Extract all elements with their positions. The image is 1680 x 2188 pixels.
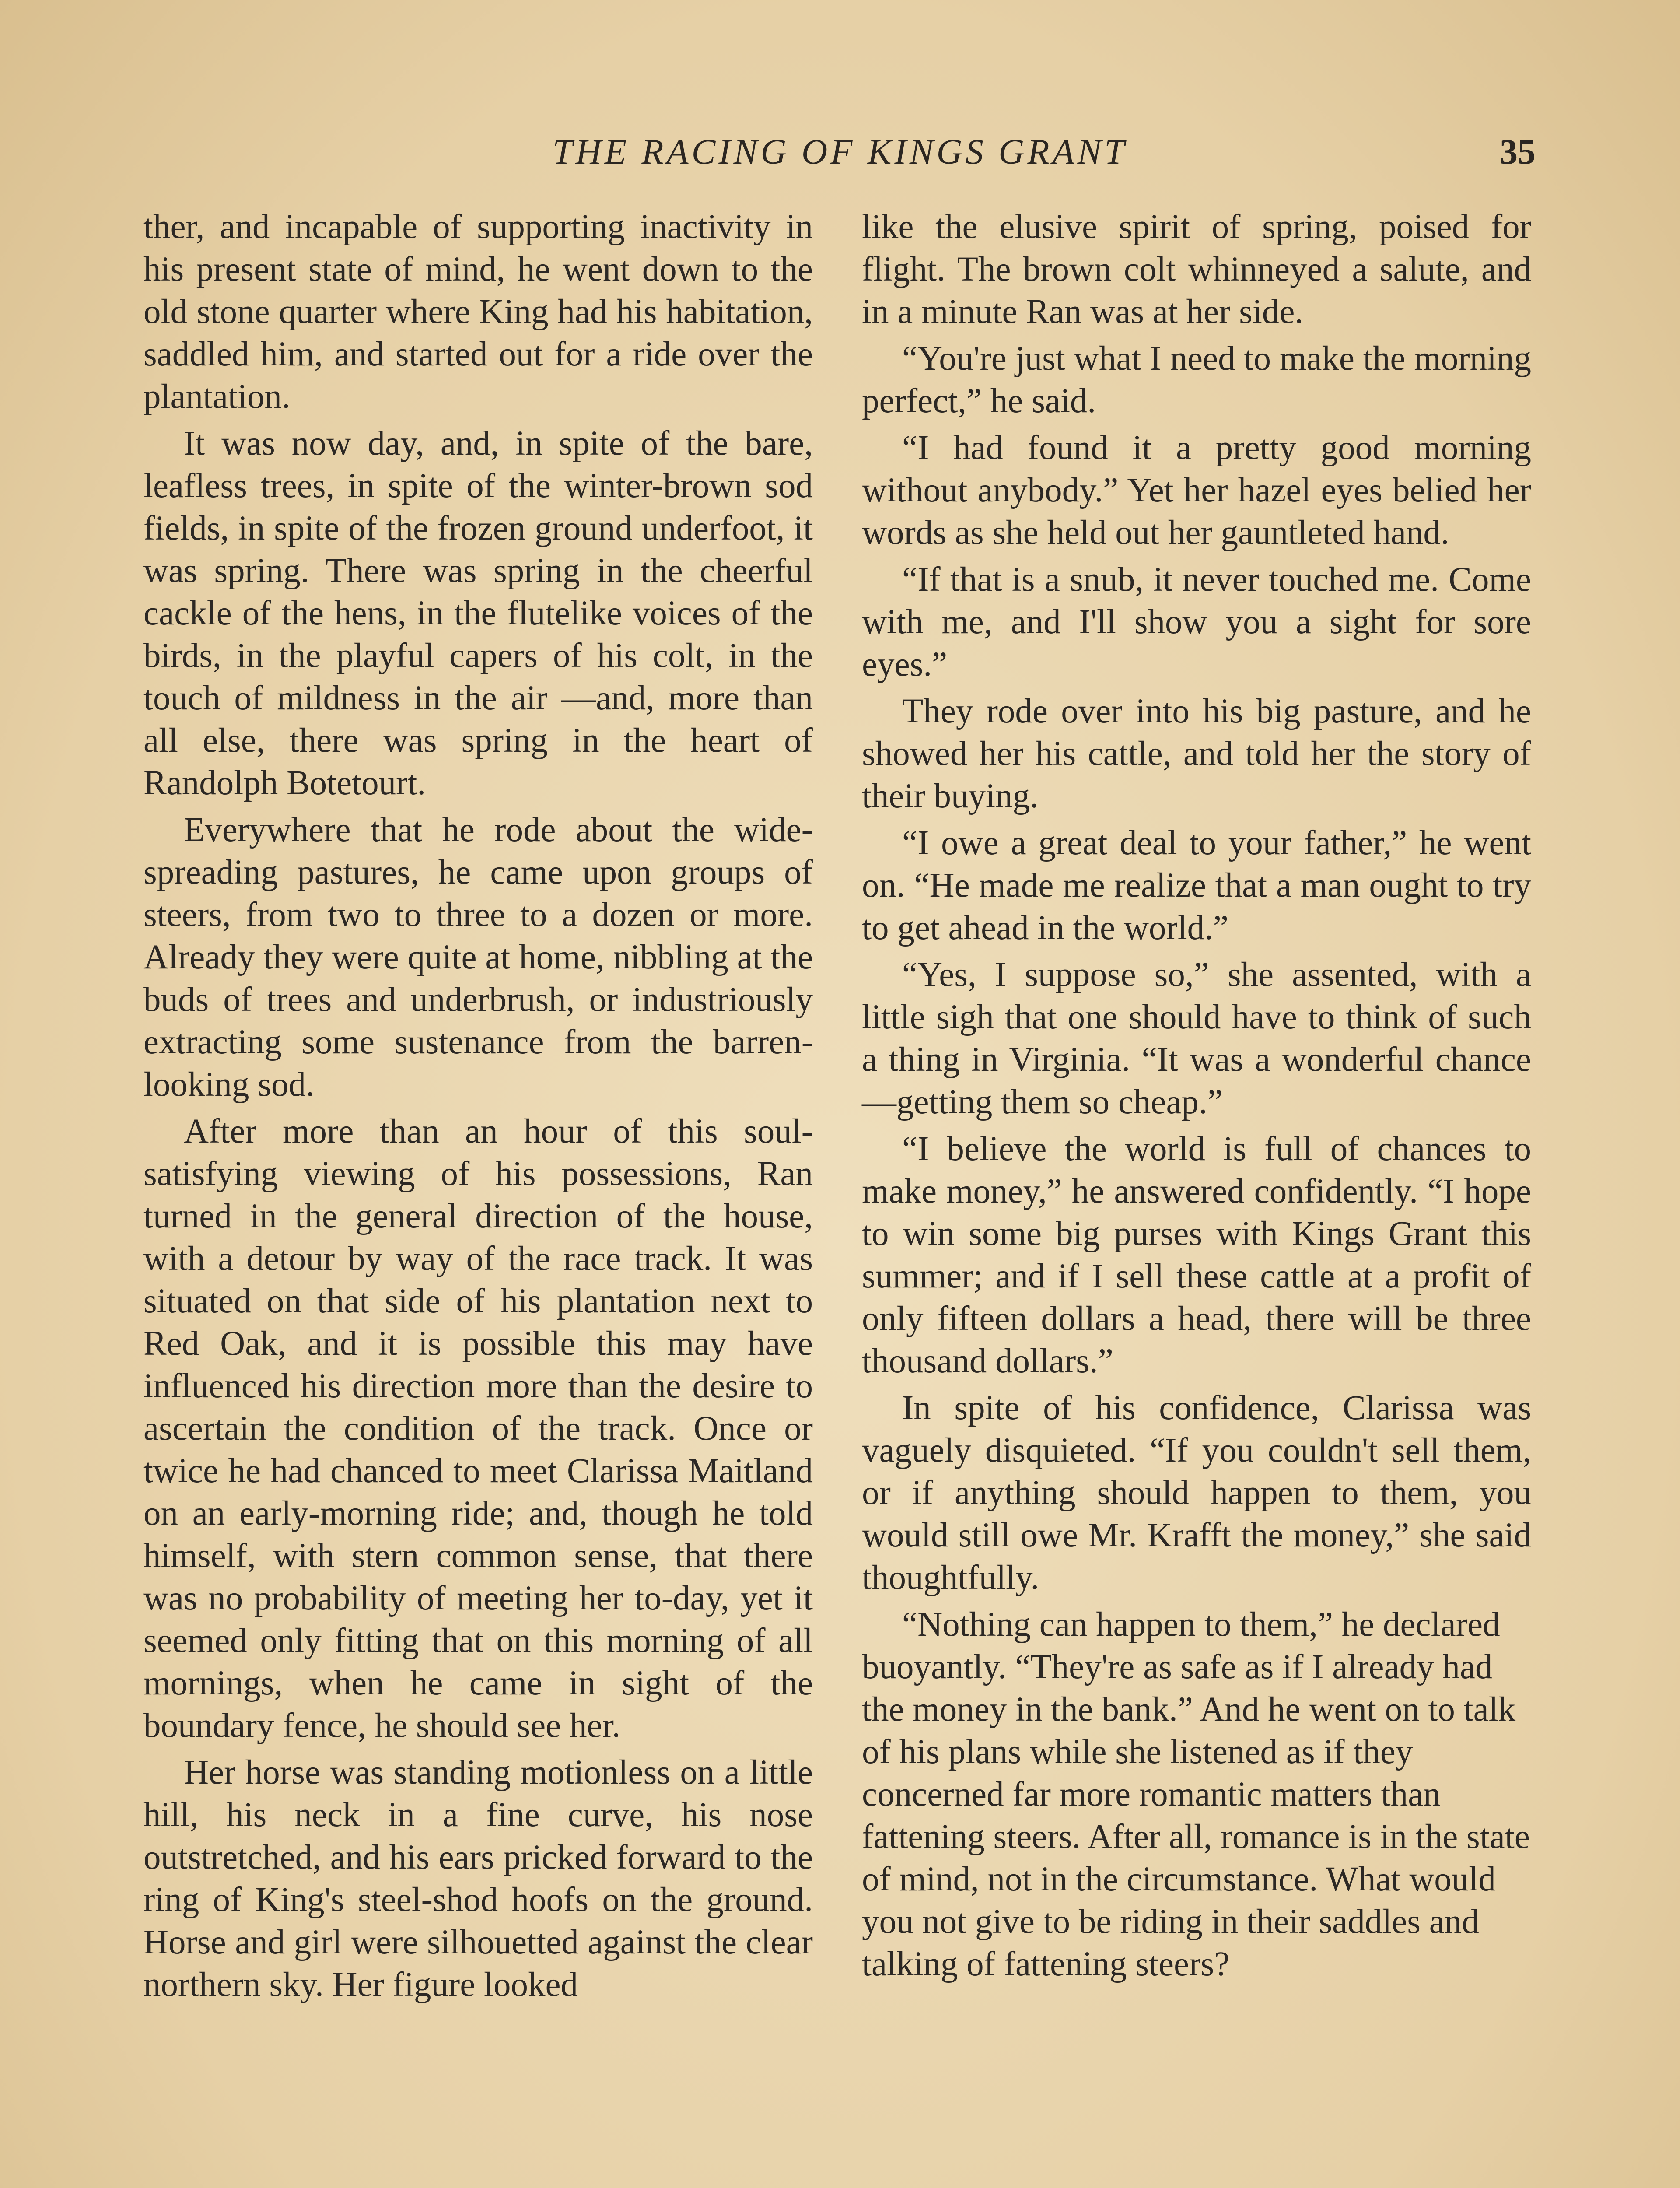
paragraph: ther, and incapable of supporting inactivity in his present state of mind, he went down to the old stone quarter where King had his habitation, saddled him, and started out for a ride over the plantation. xyxy=(144,208,813,416)
running-title: THE RACING OF KINGS GRANT xyxy=(553,132,1127,172)
paragraph: like the elusive spirit of spring, poised for flight. The brown colt whinneyed a salute, and in a minute Ran was at her side. xyxy=(862,208,1531,331)
paragraph: It was now day, and, in spite of the bare, leafless trees, in spite of the winter-brown sod fields, in spite of the frozen ground underfoot, it was spring. There was spring in the cheerful cackle of the hens, in the flutelike voices of the birds, in the playful capers of his colt, in the touch of mildness in the air —and, more than all else, there was spring in the heart of Randolph Botetourt. xyxy=(144,424,813,802)
paragraph: “Yes, I suppose so,” she assented, with a little sigh that one should have to think of such a thing in Virginia. “It was a wonderful chance—getting them so cheap.” xyxy=(862,956,1531,1121)
page-header xyxy=(144,131,1536,184)
paragraph: Everywhere that he rode about the wide-spreading pastures, he came upon groups of steers, from two to three to a dozen or more. Already they were quite at home, nibbling at the buds of trees and underbrush, or industriously extracting some sustenance from the barren-looking sod. xyxy=(144,811,813,1104)
paragraph: “I owe a great deal to your father,” he went on. “He made me realize that a man ought to try to get ahead in the world.” xyxy=(862,824,1531,947)
paragraph: “You're just what I need to make the morning perfect,” he said. xyxy=(862,340,1531,420)
page-number: 35 xyxy=(1500,132,1536,172)
paragraph: “I had found it a pretty good morning without anybody.” Yet her hazel eyes belied her words as she held out her gauntleted hand. xyxy=(862,429,1531,552)
paragraph: In spite of his confidence, Clarissa was vaguely disquieted. “If you couldn't sell them, or if anything should happen to them, you would still owe Mr. Krafft the money,” she said thoughtfully. xyxy=(862,1389,1531,1597)
paragraph: “Nothing can happen to them,” he declared buoyantly. “They're as safe as if I already had the money in the bank.” And he went on to talk of his plans while she listened as if they concerned far more romantic matters than fattening steers. After all, romance is in the state of mind, not in the circumstance. What would you not give to be riding in their saddles and talking of fattening steers? xyxy=(862,1606,1530,1983)
paragraph: After more than an hour of this soul-satisfying viewing of his possessions, Ran turned in the general direction of the house, with a detour by way of the race track. It was situated on that side of his plantation next to Red Oak, and it is possible this may have influenced his direction more than the desire to ascertain the condition of the track. Once or twice he had chanced to meet Clarissa Maitland on an early-morning ride; and, though he told himself, with stern common sense, that there was no probability of meeting her to-day, yet it seemed only fitting that on this morning of all mornings, when he came in sight of the boundary fence, he should see her. xyxy=(144,1112,813,1745)
paragraph: “I believe the world is full of chances to make money,” he answered confidently. “I hope to win some big purses with Kings Grant this summer; and if I sell these cattle at a profit of only fifteen dollars a head, there will be three thousand dollars.” xyxy=(862,1130,1531,1380)
left-column xyxy=(144,206,813,2010)
paragraph: “If that is a snub, it never touched me. Come with me, and I'll show you a sight for sore eyes.” xyxy=(862,561,1531,684)
paragraph: They rode over into his big pasture, and he showed her his cattle, and told her the story of their buying. xyxy=(862,692,1531,815)
paragraph: Her horse was standing motionless on a little hill, his neck in a fine curve, his nose outstretched, and his ears pricked forward to the ring of King's steel-shod hoofs on the ground. Horse and girl were silhouetted against the clear northern sky. Her figure looked xyxy=(144,1753,813,2004)
right-column xyxy=(862,206,1531,1990)
